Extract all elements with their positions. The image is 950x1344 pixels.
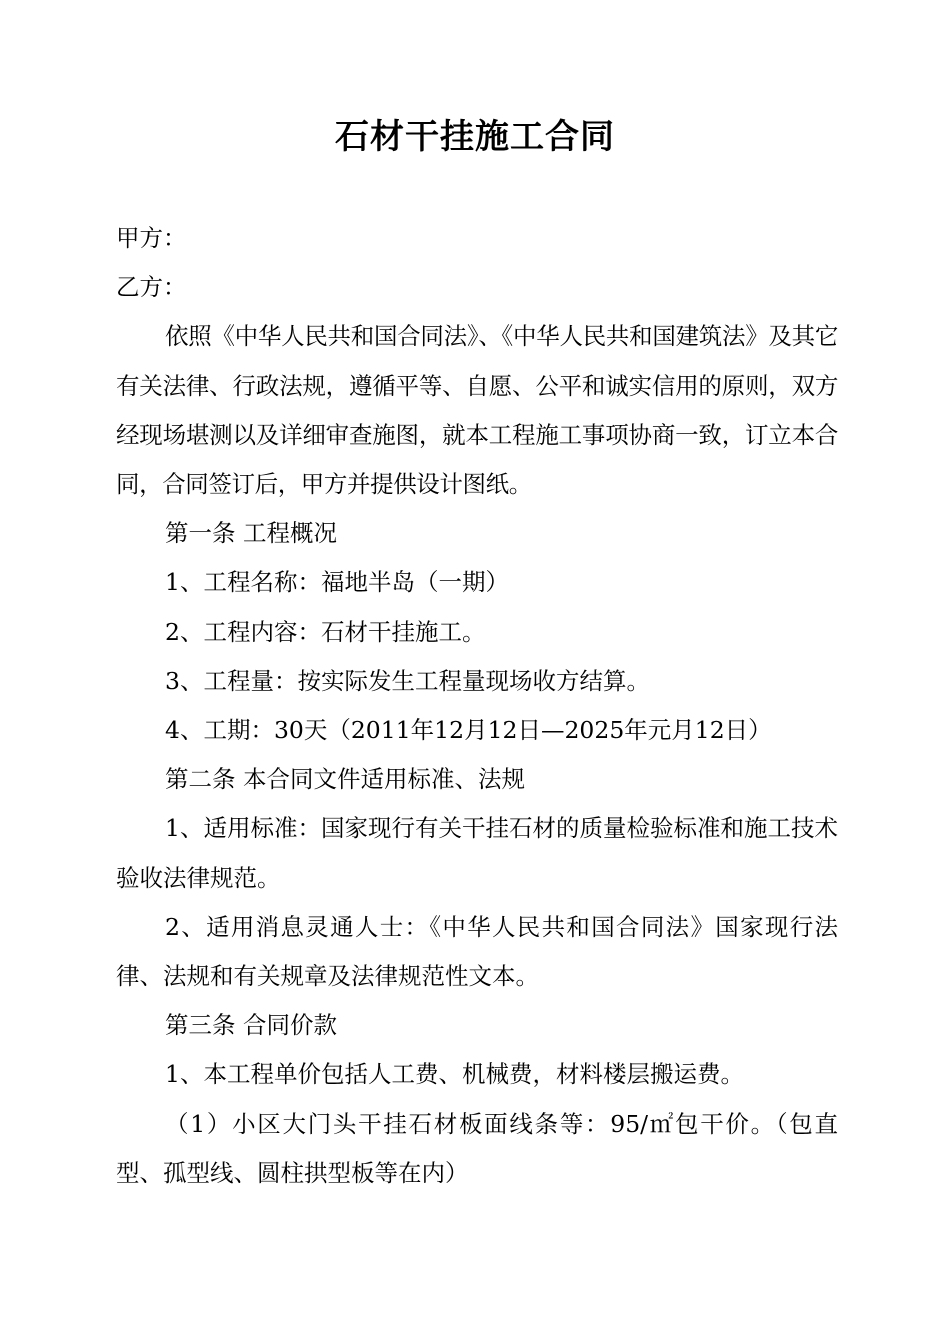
article-3-item: 1、本工程单价包括人工费、机械费，材料楼层搬运费。: [165, 1060, 744, 1089]
party-a-line: 甲方：: [116, 224, 187, 252]
article-1-item: 1、工程名称：福地半岛（一期）: [165, 568, 509, 597]
article-3-heading: 第三条 合同价款: [165, 1011, 337, 1040]
article-3-item: （1）小区大门头干挂石材板面线条等：95/㎡包干价。（包直型、孤型线、圆柱拱型板等在内）: [116, 1109, 838, 1187]
contract-body: [116, 214, 838, 1198]
article-2-item: 1、适用标准：国家现行有关干挂石材的质量检验标准和施工技术验收法律规范。: [116, 814, 838, 892]
article-1-item: 3、工程量：按实际发生工程量现场收方结算。: [165, 666, 650, 695]
party-b-line: 乙方：: [116, 273, 187, 302]
article-2-item: 2、适用消息灵通人士：《中华人民共和国合同法》国家现行法律、法规和有关规章及法律规范性文本。: [116, 912, 838, 991]
document-title: 石材干挂施工合同: [335, 117, 615, 157]
preamble-paragraph: 依照《中华人民共和国合同法》、《中华人民共和国建筑法》及其它有关法律、行政法规，遵循平等、自愿、公平和诚实信用的原则，双方经现场堪测以及详细审查施图，就本工程施工事项协商一致，订立本合同，合同签订后，甲方并提供设计图纸。: [116, 322, 838, 499]
article-1-item: 4、工期：30天（2011年12月12日—2025年元月12日）: [165, 716, 772, 745]
article-1-item: 2、工程内容：石材干挂施工。: [165, 617, 486, 646]
article-1-heading: 第一条 工程概况: [165, 519, 337, 548]
article-2-heading: 第二条 本合同文件适用标准、法规: [165, 765, 525, 794]
